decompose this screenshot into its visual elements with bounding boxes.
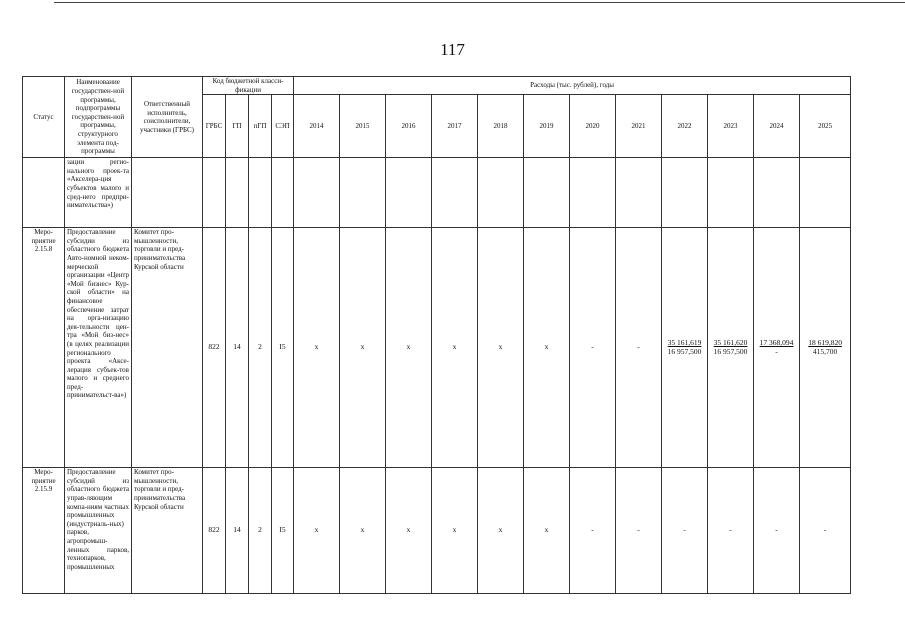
row-value (340, 468, 386, 594)
row-status: Меро-приятие 2.15.8 (23, 228, 65, 468)
top-rule (54, 2, 905, 3)
value-line: - (637, 342, 640, 352)
table-row (23, 468, 851, 594)
row-value (340, 228, 386, 468)
value-line: х (498, 525, 503, 535)
row-name: зации регио-нального проек-та «Акселера-ция субъектов малого и сред-него предпри-нимательства») (65, 158, 132, 228)
value-line: - (591, 525, 594, 535)
value-line: 17 368,094 (759, 338, 794, 348)
page-number: 117 (440, 40, 465, 59)
row-responsible (132, 158, 203, 228)
row-value (800, 468, 851, 594)
row-value (570, 158, 616, 228)
header-year: 2022 (662, 95, 708, 158)
value-line: - (591, 342, 594, 352)
row-value (478, 158, 524, 228)
header-year: 2023 (708, 95, 754, 158)
value-line: х (544, 342, 549, 352)
row-value (708, 228, 754, 468)
row-value (524, 468, 570, 594)
header-year: 2018 (478, 95, 524, 158)
row-code: 14 (226, 468, 249, 594)
row-name: Предоставление субсидии из областного бюджета Авто-номной неком-мерческой организации «Центр «Мой бизнес» Кур-ской области» на финансовое обеспечение затрат на орга-низацию дея-тельности цен-тра «Мой биз-нес» (в целях реализации регионального проекта «Аксе-лерация субъек-тов малого и среднего пред-принимательст-ва») (65, 228, 132, 468)
row-value (708, 468, 754, 594)
header-responsible: Ответственный исполнитель, соисполнители, участники (ГРБС) (132, 77, 203, 158)
header-year: 2019 (524, 95, 570, 158)
header-code: ГП (226, 95, 249, 158)
header-code: СЭП (272, 95, 294, 158)
row-value (662, 228, 708, 468)
header-name: Наименование государствен-ной программы, подпрограммы государствен-ной программы, структурного элемента под-программы (65, 77, 132, 158)
row-code: 14 (226, 228, 249, 468)
value-line: х (544, 525, 549, 535)
row-code: 822 (203, 228, 226, 468)
row-value (754, 158, 800, 228)
row-value (708, 158, 754, 228)
header-code: пГП (249, 95, 272, 158)
header-code: ГРБС (203, 95, 226, 158)
value-line: - (683, 525, 686, 535)
row-code: 2 (249, 468, 272, 594)
row-value (800, 158, 851, 228)
row-code (203, 158, 226, 228)
row-value (570, 468, 616, 594)
value-line: х (406, 342, 411, 352)
value-line: 18 619,820 (808, 338, 842, 348)
row-status: Меро-приятие 2.15.9 (23, 468, 65, 594)
value-line: х (360, 342, 365, 352)
row-name: Предоставление субсидий из областного бюджета управ-ляющим компа-ниям частных промышленных (индустриаль-ных) парков, агропромыш-ленных парков, технопарков, промышленных (65, 468, 132, 594)
row-value (662, 468, 708, 594)
value-line: х (452, 342, 457, 352)
value-line: - (775, 525, 778, 535)
header-year: 2025 (800, 95, 851, 158)
row-value (432, 158, 478, 228)
value-line: - (823, 525, 827, 535)
value-line: 415,700 (812, 346, 838, 356)
row-code (249, 158, 272, 228)
row-value (524, 158, 570, 228)
row-value (754, 468, 800, 594)
row-value (432, 468, 478, 594)
value-line: 35 161,619 (667, 338, 702, 348)
header-year: 2015 (340, 95, 386, 158)
value-line: х (498, 342, 503, 352)
row-responsible: Комитет про-мышленности, торговли и пред-принимательства Курской области (132, 228, 203, 468)
table-row (23, 228, 851, 468)
value-line: - (775, 346, 778, 356)
row-value (386, 228, 432, 468)
row-value (754, 228, 800, 468)
row-value (570, 228, 616, 468)
row-value (386, 468, 432, 594)
row-value (478, 468, 524, 594)
row-value (340, 158, 386, 228)
value-line: х (406, 525, 411, 535)
row-value (662, 158, 708, 228)
header-year: 2016 (386, 95, 432, 158)
value-line: 35 161,620 (713, 338, 748, 348)
row-responsible: Комитет про-мышленности, торговли и пред-принимательства Курской области (132, 468, 203, 594)
value-line: х (314, 525, 319, 535)
header-year: 2017 (432, 95, 478, 158)
row-value (800, 228, 851, 468)
row-code: I5 (272, 228, 294, 468)
header-year: 2020 (570, 95, 616, 158)
value-line: - (637, 525, 640, 535)
header-year: 2021 (616, 95, 662, 158)
row-value (294, 468, 340, 594)
header-year: 2024 (754, 95, 800, 158)
row-value (294, 158, 340, 228)
header-year: 2014 (294, 95, 340, 158)
header-budget-code: Код бюджетной класси-фикации (203, 77, 294, 95)
value-line: х (452, 525, 457, 535)
row-code: 822 (203, 468, 226, 594)
value-line: х (360, 525, 365, 535)
row-value (386, 158, 432, 228)
value-line: х (314, 342, 319, 352)
row-value (524, 228, 570, 468)
row-value (432, 228, 478, 468)
value-line: 16 957,500 (667, 346, 702, 356)
row-value (294, 228, 340, 468)
row-code: 2 (249, 228, 272, 468)
row-code (226, 158, 249, 228)
value-line: 16 957,500 (713, 346, 748, 356)
table-row (23, 158, 851, 228)
header-status: Статус (23, 77, 65, 158)
budget-table (22, 76, 851, 594)
row-status (23, 158, 65, 228)
row-code (272, 158, 294, 228)
row-value (616, 468, 662, 594)
header-expenses: Расходы (тыс. рублей), годы (294, 77, 851, 95)
row-value (616, 158, 662, 228)
row-value (478, 228, 524, 468)
value-line: - (729, 525, 732, 535)
row-code: I5 (272, 468, 294, 594)
row-value (616, 228, 662, 468)
